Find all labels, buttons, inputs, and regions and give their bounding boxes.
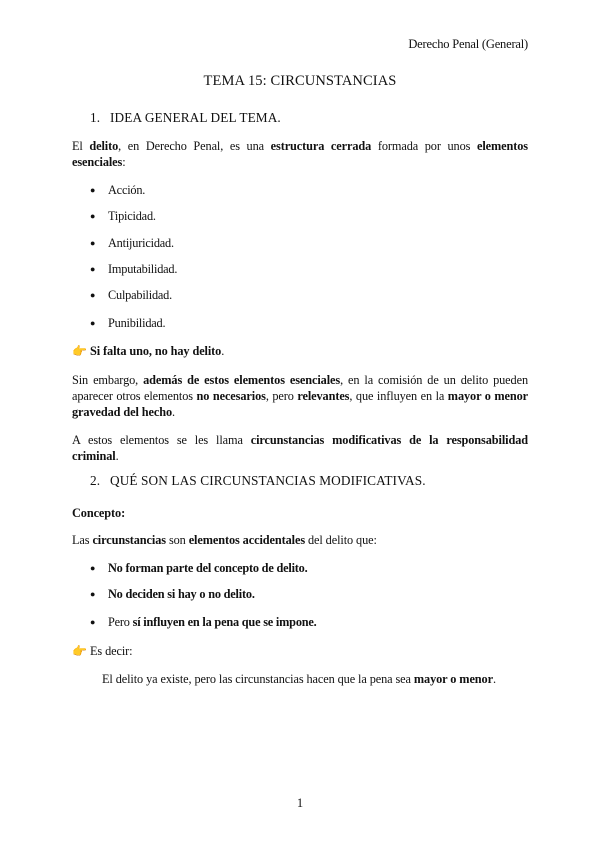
bullet-icon: ●	[90, 318, 96, 328]
bold-run: No deciden si hay o no delito.	[108, 587, 255, 601]
concept-paragraph	[72, 532, 528, 548]
list-item	[90, 209, 520, 224]
bold-run: elementos accidentales	[188, 533, 305, 547]
list-item-text: Acción.	[108, 183, 146, 197]
bold-run: no necesarios	[196, 389, 266, 403]
bold-run: circunstancias	[92, 533, 166, 547]
list-item	[90, 316, 520, 331]
section-number: 2.	[90, 473, 101, 488]
text-run: Es decir:	[90, 644, 133, 658]
text-run: .	[492, 672, 496, 686]
concept-label	[72, 505, 528, 521]
bold-run: No forman parte del concepto de delito.	[108, 561, 308, 575]
pointer-note	[72, 643, 528, 659]
list-item	[90, 183, 520, 198]
indented-explanation	[102, 671, 500, 688]
circumstances-definition-paragraph	[72, 432, 528, 464]
text-run: , en Derecho Penal, es una	[118, 139, 271, 153]
text-run: , en la comisión de un delito pueden aparecer otros elementos	[72, 373, 528, 403]
section-2-heading	[90, 473, 426, 489]
list-item	[90, 615, 520, 630]
bold-run: Concepto:	[72, 506, 126, 520]
text-run: formada por unos	[371, 139, 477, 153]
bullet-icon: ●	[90, 211, 96, 221]
text-run: .	[221, 344, 225, 358]
bold-run: estructura cerrada	[270, 139, 372, 153]
text-run: .	[172, 405, 175, 419]
list-item-text: Culpabilidad.	[108, 288, 173, 302]
bold-run: mayor o menor	[413, 672, 493, 686]
list-item	[90, 236, 520, 251]
text-run: :	[122, 155, 126, 169]
bold-run: Si falta uno, no hay delito	[90, 344, 222, 358]
bullet-icon: ●	[90, 290, 96, 300]
pointer-note	[72, 343, 528, 359]
list-item-text: Imputabilidad.	[108, 262, 178, 276]
text-run: Las	[72, 533, 93, 547]
section-title: IDEA GENERAL DEL TEMA.	[110, 110, 281, 125]
text-run: El	[72, 139, 90, 153]
list-item	[90, 561, 520, 576]
text-run: Sin embargo,	[72, 373, 144, 387]
section-title: QUÉ SON LAS CIRCUNSTANCIAS MODIFICATIVAS.	[110, 473, 426, 488]
bold-run: mayor o menor gravedad del hecho	[72, 389, 529, 419]
bold-run: circunstancias modificativas de la responsabilidad criminal	[72, 433, 528, 463]
bullet-icon: ●	[90, 185, 96, 195]
list-item	[90, 587, 520, 602]
section-number: 1.	[90, 110, 101, 125]
document-title: TEMA 15: CIRCUNSTANCIAS	[203, 73, 397, 89]
bullet-icon: ●	[90, 589, 96, 599]
running-header: Derecho Penal (General)	[408, 37, 528, 51]
page-number: 1	[296, 796, 304, 810]
bullet-icon: ●	[90, 264, 96, 274]
bold-run: además de estos elementos esenciales	[143, 373, 341, 387]
section-1-heading	[90, 110, 281, 126]
pointing-hand-icon: 👉	[72, 644, 87, 658]
list-item-text: Tipicidad.	[108, 209, 156, 223]
bullet-icon: ●	[90, 617, 96, 627]
text-run: El delito ya existe, pero las circunstancias hacen que la pena sea	[102, 672, 414, 686]
bold-run: relevantes	[297, 389, 350, 403]
bullet-icon: ●	[90, 238, 96, 248]
text-run: A estos elementos se les llama	[72, 433, 251, 447]
bold-run: delito	[89, 139, 119, 153]
text-run: , pero	[265, 389, 298, 403]
bullet-icon: ●	[90, 563, 96, 573]
bold-run: sí influyen en la pena que se impone.	[132, 615, 317, 629]
list-item	[90, 288, 520, 303]
text-run: .	[115, 449, 119, 463]
list-item-text: Antijuricidad.	[108, 236, 174, 250]
text-run: son	[165, 533, 189, 547]
intro-paragraph	[72, 138, 528, 170]
additional-elements-paragraph	[72, 372, 528, 420]
text-run: del delito que:	[305, 533, 377, 547]
bold-run: elementos esenciales	[72, 139, 528, 169]
pointing-hand-icon: 👉	[72, 344, 87, 358]
list-item	[90, 262, 520, 277]
text-run: Pero	[108, 615, 133, 629]
list-item-text: Punibilidad.	[108, 316, 166, 330]
text-run: , que influyen en la	[349, 389, 448, 403]
